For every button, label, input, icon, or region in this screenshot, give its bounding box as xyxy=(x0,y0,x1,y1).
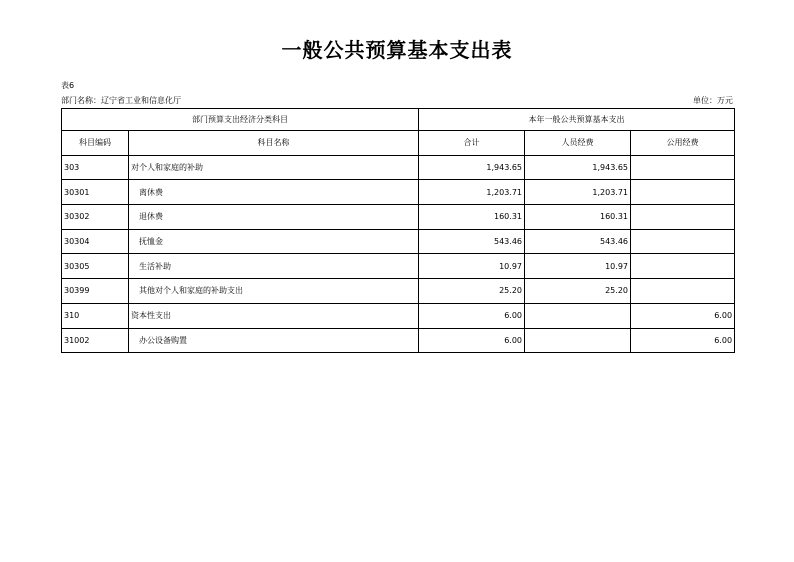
row-code: 30304 xyxy=(62,229,129,254)
row-name: 抚恤金 xyxy=(129,229,419,254)
row-personnel: 1,203.71 xyxy=(525,180,631,205)
row-public xyxy=(631,229,735,254)
header-total: 合计 xyxy=(419,131,525,156)
header-name: 科目名称 xyxy=(129,131,419,156)
unit-label: 单位：万元 xyxy=(693,96,733,105)
table-row xyxy=(62,229,735,254)
header-personnel: 人员经费 xyxy=(525,131,631,156)
header-group-row xyxy=(62,109,735,131)
row-name: 离休费 xyxy=(129,180,419,205)
row-total: 543.46 xyxy=(419,229,525,254)
row-total: 25.20 xyxy=(419,279,525,304)
row-name: 对个人和家庭的补助 xyxy=(129,155,419,180)
row-code: 31002 xyxy=(62,328,129,353)
header-group-basic-expenditure: 本年一般公共预算基本支出 xyxy=(419,109,735,131)
row-public xyxy=(631,155,735,180)
row-personnel: 160.31 xyxy=(525,205,631,230)
table-row xyxy=(62,180,735,205)
row-public: 6.00 xyxy=(631,303,735,328)
table-row xyxy=(62,205,735,230)
row-personnel: 25.20 xyxy=(525,279,631,304)
row-code: 30301 xyxy=(62,180,129,205)
row-code: 30302 xyxy=(62,205,129,230)
row-public: 6.00 xyxy=(631,328,735,353)
row-personnel xyxy=(525,328,631,353)
row-public xyxy=(631,254,735,279)
row-personnel: 10.97 xyxy=(525,254,631,279)
header-public: 公用经费 xyxy=(631,131,735,156)
row-personnel: 1,943.65 xyxy=(525,155,631,180)
row-total: 6.00 xyxy=(419,328,525,353)
header-group-economic-class: 部门预算支出经济分类科目 xyxy=(62,109,419,131)
row-total: 1,203.71 xyxy=(419,180,525,205)
row-total: 1,943.65 xyxy=(419,155,525,180)
row-public xyxy=(631,279,735,304)
row-public xyxy=(631,180,735,205)
table-row xyxy=(62,328,735,353)
row-total: 6.00 xyxy=(419,303,525,328)
row-public xyxy=(631,205,735,230)
row-total: 160.31 xyxy=(419,205,525,230)
table-number: 表6 xyxy=(61,81,75,90)
row-name: 生活补助 xyxy=(129,254,419,279)
budget-table xyxy=(61,108,735,353)
row-name: 退休费 xyxy=(129,205,419,230)
row-code: 303 xyxy=(62,155,129,180)
row-code: 310 xyxy=(62,303,129,328)
row-personnel: 543.46 xyxy=(525,229,631,254)
row-personnel xyxy=(525,303,631,328)
row-code: 30399 xyxy=(62,279,129,304)
row-name: 资本性支出 xyxy=(129,303,419,328)
page-title: 一般公共预算基本支出表 xyxy=(281,38,513,62)
table-row xyxy=(62,279,735,304)
row-total: 10.97 xyxy=(419,254,525,279)
table-row xyxy=(62,254,735,279)
header-column-row xyxy=(62,131,735,156)
row-name: 办公设备购置 xyxy=(129,328,419,353)
row-code: 30305 xyxy=(62,254,129,279)
table-row xyxy=(62,155,735,180)
table-row xyxy=(62,303,735,328)
department-name: 部门名称：辽宁省工业和信息化厅 xyxy=(61,96,181,105)
header-code: 科目编码 xyxy=(62,131,129,156)
row-name: 其他对个人和家庭的补助支出 xyxy=(129,279,419,304)
